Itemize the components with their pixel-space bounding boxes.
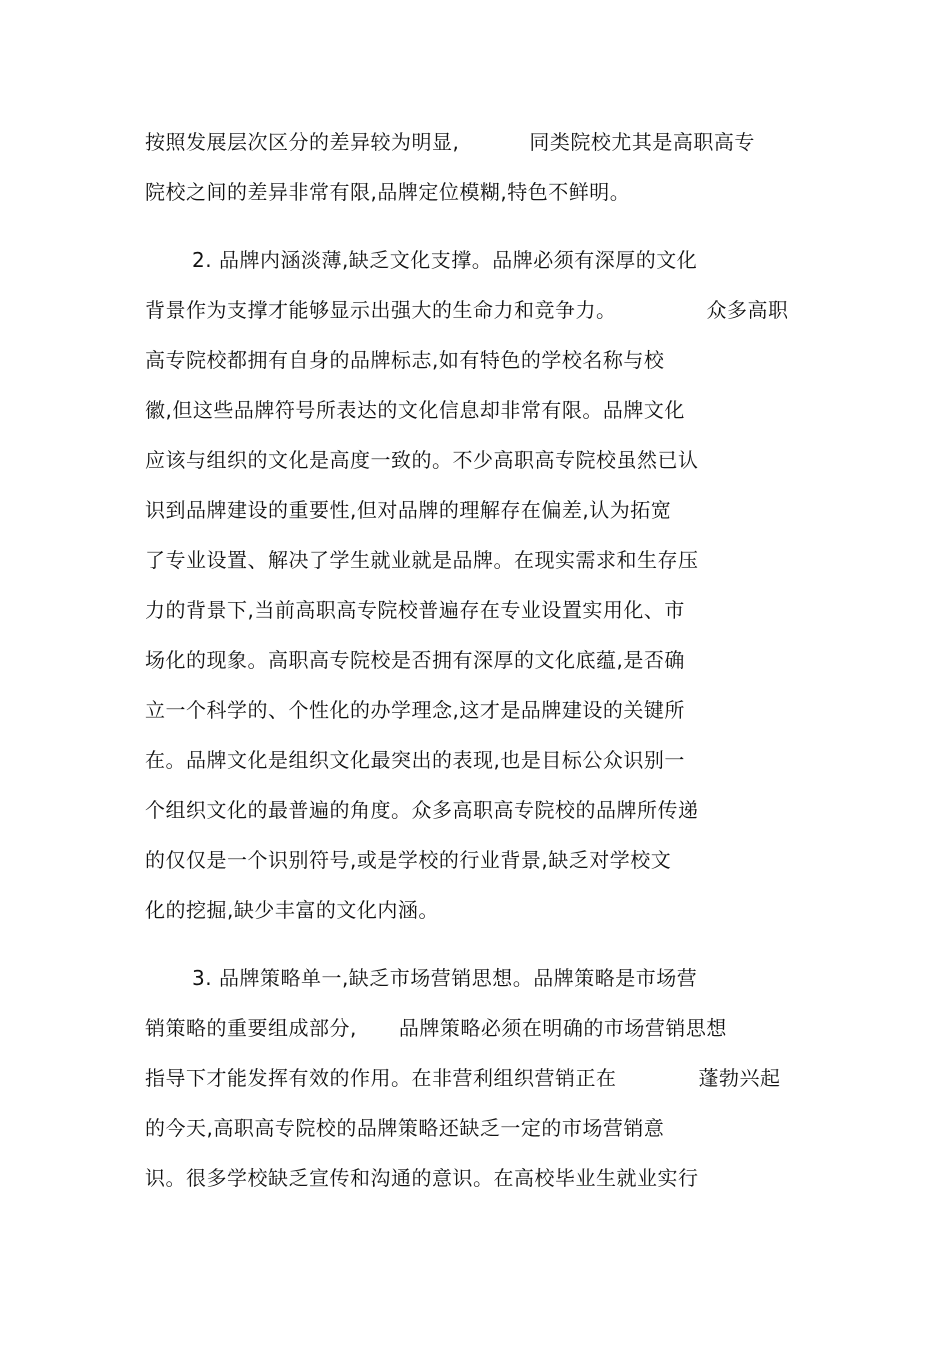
text-segment: 蓬勃兴起 xyxy=(698,1066,781,1090)
text-line xyxy=(145,1115,664,1141)
text-segment: 应该与组织的文化是高度一致的。不少高职高专院校虽然已认 xyxy=(145,448,699,472)
paragraph-heading xyxy=(192,247,697,273)
text-line xyxy=(145,797,699,823)
text-line xyxy=(145,897,439,923)
text-segment: 的今天,高职高专院校的品牌策略还缺乏一定的市场营销意 xyxy=(145,1116,665,1140)
text-segment: 个组织文化的最普遍的角度。众多高职高专院校的品牌所传递 xyxy=(145,798,699,822)
text-segment: 场化的现象。高职高专院校是否拥有深厚的文化底蕴,是否确 xyxy=(145,648,685,672)
paragraph-heading xyxy=(192,965,697,991)
text-segment: 同类院校尤其是高职高专 xyxy=(529,130,755,154)
text-segment: 徽,但这些品牌符号所表达的文化信息却非常有限。品牌文化 xyxy=(145,398,685,422)
text-line xyxy=(145,597,685,623)
text-line xyxy=(145,297,789,323)
text-segment: 销策略的重要组成部分, xyxy=(145,1016,357,1040)
text-line xyxy=(145,129,755,155)
text-segment: 识到品牌建设的重要性,但对品牌的理解存在偏差,认为拓宽 xyxy=(145,498,672,522)
text-segment: 2. 品牌内涵淡薄,缺乏文化支撑。品牌必须有深厚的文化 xyxy=(192,248,698,272)
text-line xyxy=(145,1065,781,1091)
text-line xyxy=(145,847,671,873)
text-segment: 高专院校都拥有自身的品牌标志,如有特色的学校名称与校 xyxy=(145,348,665,372)
text-line xyxy=(145,1015,727,1041)
text-segment: 品牌策略必须在明确的市场营销思想 xyxy=(398,1016,727,1040)
text-line xyxy=(145,747,685,773)
text-line xyxy=(145,647,685,673)
text-segment: 的仅仅是一个识别符号,或是学校的行业背景,缺乏对学校文 xyxy=(145,848,672,872)
text-line xyxy=(145,547,699,573)
text-line xyxy=(145,497,671,523)
text-segment: 了专业设置、解决了学生就业就是品牌。在现实需求和生存压 xyxy=(145,548,699,572)
text-line xyxy=(145,347,664,373)
text-line xyxy=(145,447,699,473)
text-segment: 院校之间的差异非常有限,品牌定位模糊,特色不鲜明。 xyxy=(145,180,631,204)
text-line xyxy=(145,697,685,723)
text-segment: 立一个科学的、个性化的办学理念,这才是品牌建设的关键所 xyxy=(145,698,685,722)
text-segment: 指导下才能发挥有效的作用。在非营利组织营销正在 xyxy=(145,1066,617,1090)
text-segment: 背景作为支撑才能够显示出强大的生命力和竞争力。 xyxy=(145,298,617,322)
text-line xyxy=(145,1165,699,1191)
text-segment: 力的背景下,当前高职高专院校普遍存在专业设置实用化、市 xyxy=(145,598,685,622)
text-segment: 众多高职 xyxy=(706,298,789,322)
text-segment: 化的挖掘,缺少丰富的文化内涵。 xyxy=(145,898,439,922)
text-segment: 在。品牌文化是组织文化最突出的表现,也是目标公众识别一 xyxy=(145,748,685,772)
text-segment: 按照发展层次区分的差异较为明显, xyxy=(145,130,460,154)
text-line xyxy=(145,179,630,205)
text-line xyxy=(145,397,685,423)
text-segment: 3. 品牌策略单一,缺乏市场营销思想。品牌策略是市场营 xyxy=(192,966,698,990)
text-segment: 识。很多学校缺乏宣传和沟通的意识。在高校毕业生就业实行 xyxy=(145,1166,699,1190)
